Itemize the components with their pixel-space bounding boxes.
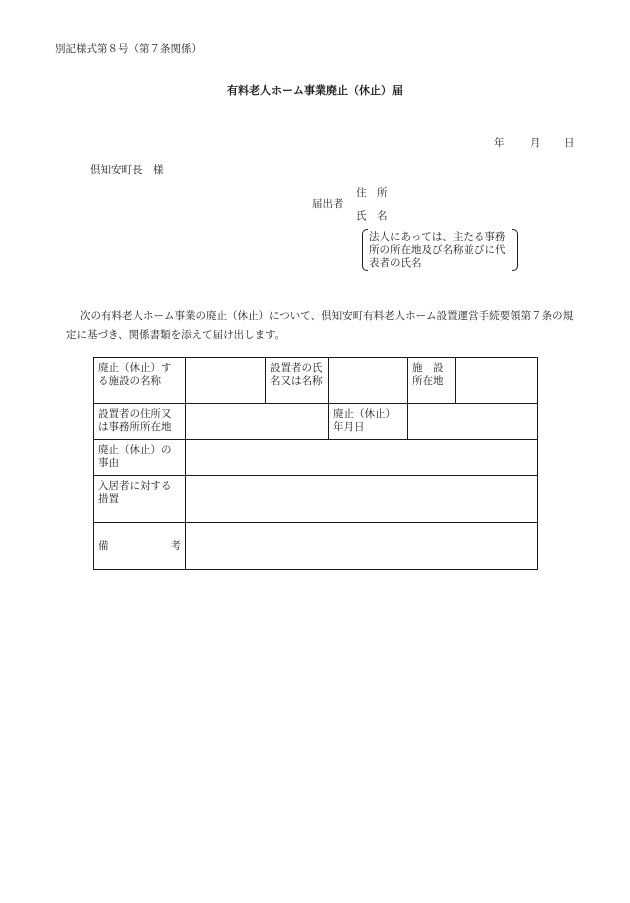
- closure-date-label: 廃止（休止）年月日: [329, 404, 408, 440]
- corporate-note-text: 法人にあっては、主たる事務所の所在地及び名称並びに代表者の氏名: [369, 231, 506, 269]
- remarks-label-text: 備 考: [98, 539, 181, 552]
- remarks-field[interactable]: [186, 523, 538, 570]
- submitter-name-label: 氏 名: [356, 210, 388, 222]
- operator-address-field[interactable]: [186, 404, 329, 440]
- reason-field[interactable]: [186, 440, 538, 476]
- left-bracket: [362, 229, 368, 271]
- table-row: [94, 358, 538, 404]
- date-day-label: 日: [564, 137, 575, 149]
- corporate-note-bracket: [362, 229, 518, 271]
- resident-measures-label: 入居者に対する措置: [94, 476, 186, 523]
- table-row: [94, 440, 538, 476]
- date-month-label: 月: [530, 137, 541, 149]
- operator-name-label: 設置者の氏名又は名称: [266, 358, 329, 404]
- operator-name-field[interactable]: [329, 358, 408, 404]
- addressee: 倶知安町長 様: [90, 164, 164, 176]
- closure-date-field[interactable]: [408, 404, 538, 440]
- table-row: [94, 523, 538, 570]
- table-row: [94, 476, 538, 523]
- facility-name-label: 廃止（休止）する施設の名称: [94, 358, 186, 404]
- form-number-label: 別記様式第８号（第７条関係）: [55, 43, 202, 55]
- notification-table: [93, 357, 538, 570]
- operator-address-label: 設置者の住所又は事務所所在地: [94, 404, 186, 440]
- remarks-label: [94, 523, 186, 570]
- facility-name-field[interactable]: [186, 358, 266, 404]
- submitter-address-label: 住 所: [356, 187, 388, 199]
- body-paragraph: 次の有料老人ホーム事業の廃止（休止）について、倶知安町有料老人ホーム設置運営手続要領第７条の規定に基づき、関係書類を添えて届け出します。: [66, 310, 574, 341]
- document-title: 有料老人ホーム事業廃止（休止）届: [227, 84, 403, 97]
- facility-location-label: 施 設所在地: [408, 358, 456, 404]
- date-year-label: 年: [494, 137, 505, 149]
- resident-measures-field[interactable]: [186, 476, 538, 523]
- table-row: [94, 404, 538, 440]
- reason-label: 廃止（休止）の事由: [94, 440, 186, 476]
- submitter-label: 届出者: [312, 198, 344, 210]
- right-bracket: [512, 229, 518, 271]
- facility-location-field[interactable]: [456, 358, 538, 404]
